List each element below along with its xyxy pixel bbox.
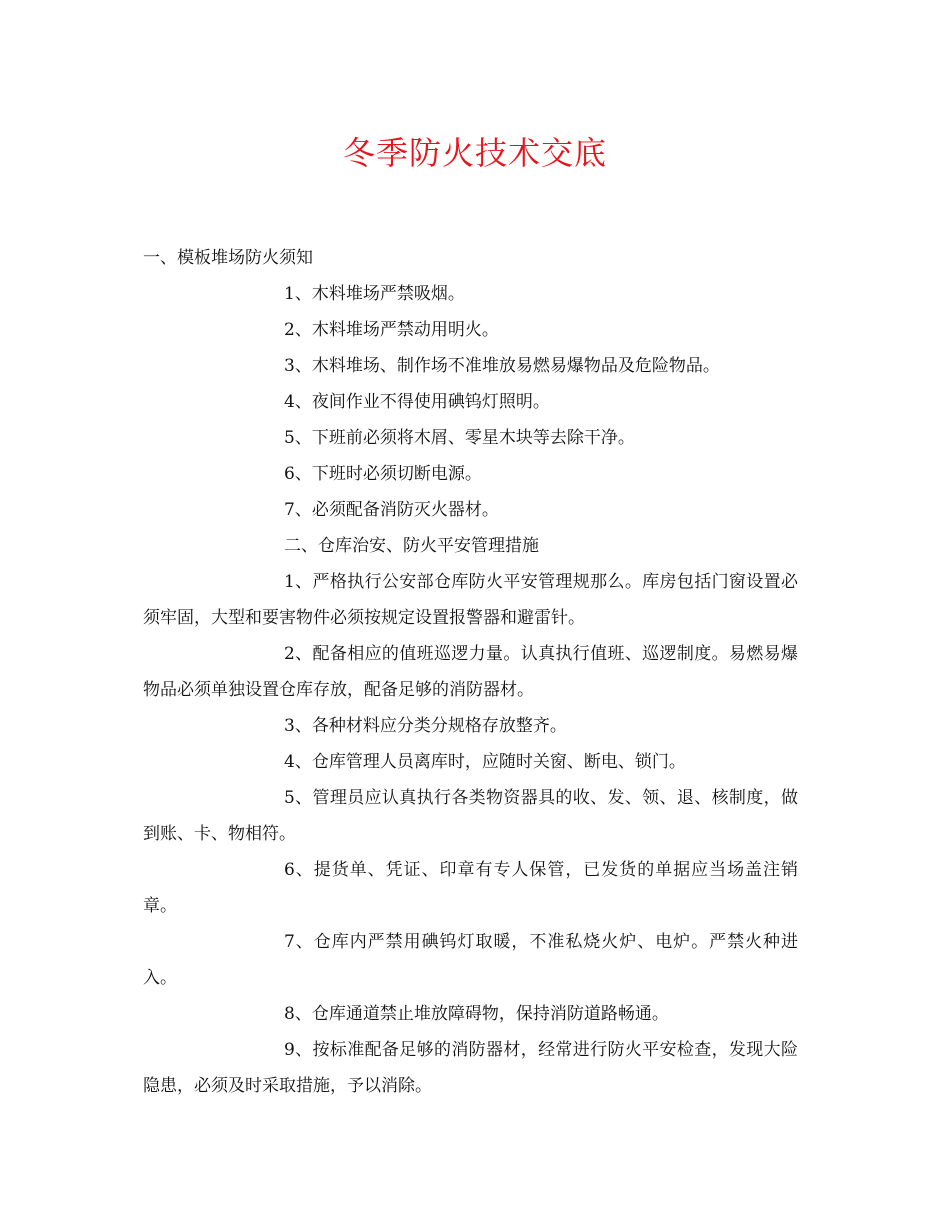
- section-1-heading: 一、模板堆场防火须知: [143, 248, 313, 268]
- section-2-item-3: 3、各种材料应分类分规格存放整齐。: [284, 716, 567, 736]
- section-1-item-7: 7、必须配备消防灭火器材。: [284, 500, 499, 520]
- section-1-item-1: 1、木料堆场严禁吸烟。: [284, 284, 465, 304]
- section-1-item-4: 4、夜间作业不得使用碘钨灯照明。: [284, 392, 550, 412]
- section-2-item-8: 8、仓库通道禁止堆放障碍物，保持消防道路畅通。: [284, 1004, 669, 1024]
- document-body: [143, 240, 798, 1104]
- section-2-heading: 二、仓库治安、防火平安管理措施: [284, 536, 539, 556]
- section-1-item-5: 5、下班前必须将木屑、零星木块等去除干净。: [284, 428, 635, 448]
- section-1-item-2: 2、木料堆场严禁动用明火。: [284, 320, 499, 340]
- section-2-item-9: 9、按标准配备足够的消防器材，经常进行防火平安检查，发现大险隐患，必须及时采取措施，予以消除。: [143, 1040, 798, 1096]
- section-2-item-6: 6、提货单、凭证、印章有专人保管，已发货的单据应当场盖注销章。: [143, 860, 798, 916]
- section-1-item-3: 3、木料堆场、制作场不准堆放易燃易爆物品及危险物品。: [284, 356, 720, 376]
- section-2-item-1: 1、严格执行公安部仓库防火平安管理规那么。库房包括门窗设置必须牢固，大型和要害物件必须按规定设置报警器和避雷针。: [143, 572, 798, 628]
- section-2-item-5: 5、管理员应认真执行各类物资器具的收、发、领、退、核制度，做到账、卡、物相符。: [143, 788, 798, 844]
- document-title: 冬季防火技术交底: [342, 134, 607, 172]
- section-2-item-4: 4、仓库管理人员离库时，应随时关窗、断电、锁门。: [284, 752, 686, 772]
- section-2-item-7: 7、仓库内严禁用碘钨灯取暖，不准私烧火炉、电炉。严禁火种进入。: [143, 932, 798, 988]
- section-1-item-6: 6、下班时必须切断电源。: [284, 464, 482, 484]
- section-2-item-2: 2、配备相应的值班巡逻力量。认真执行值班、巡逻制度。易燃易爆物品必须单独设置仓库存放，配备足够的消防器材。: [143, 644, 798, 700]
